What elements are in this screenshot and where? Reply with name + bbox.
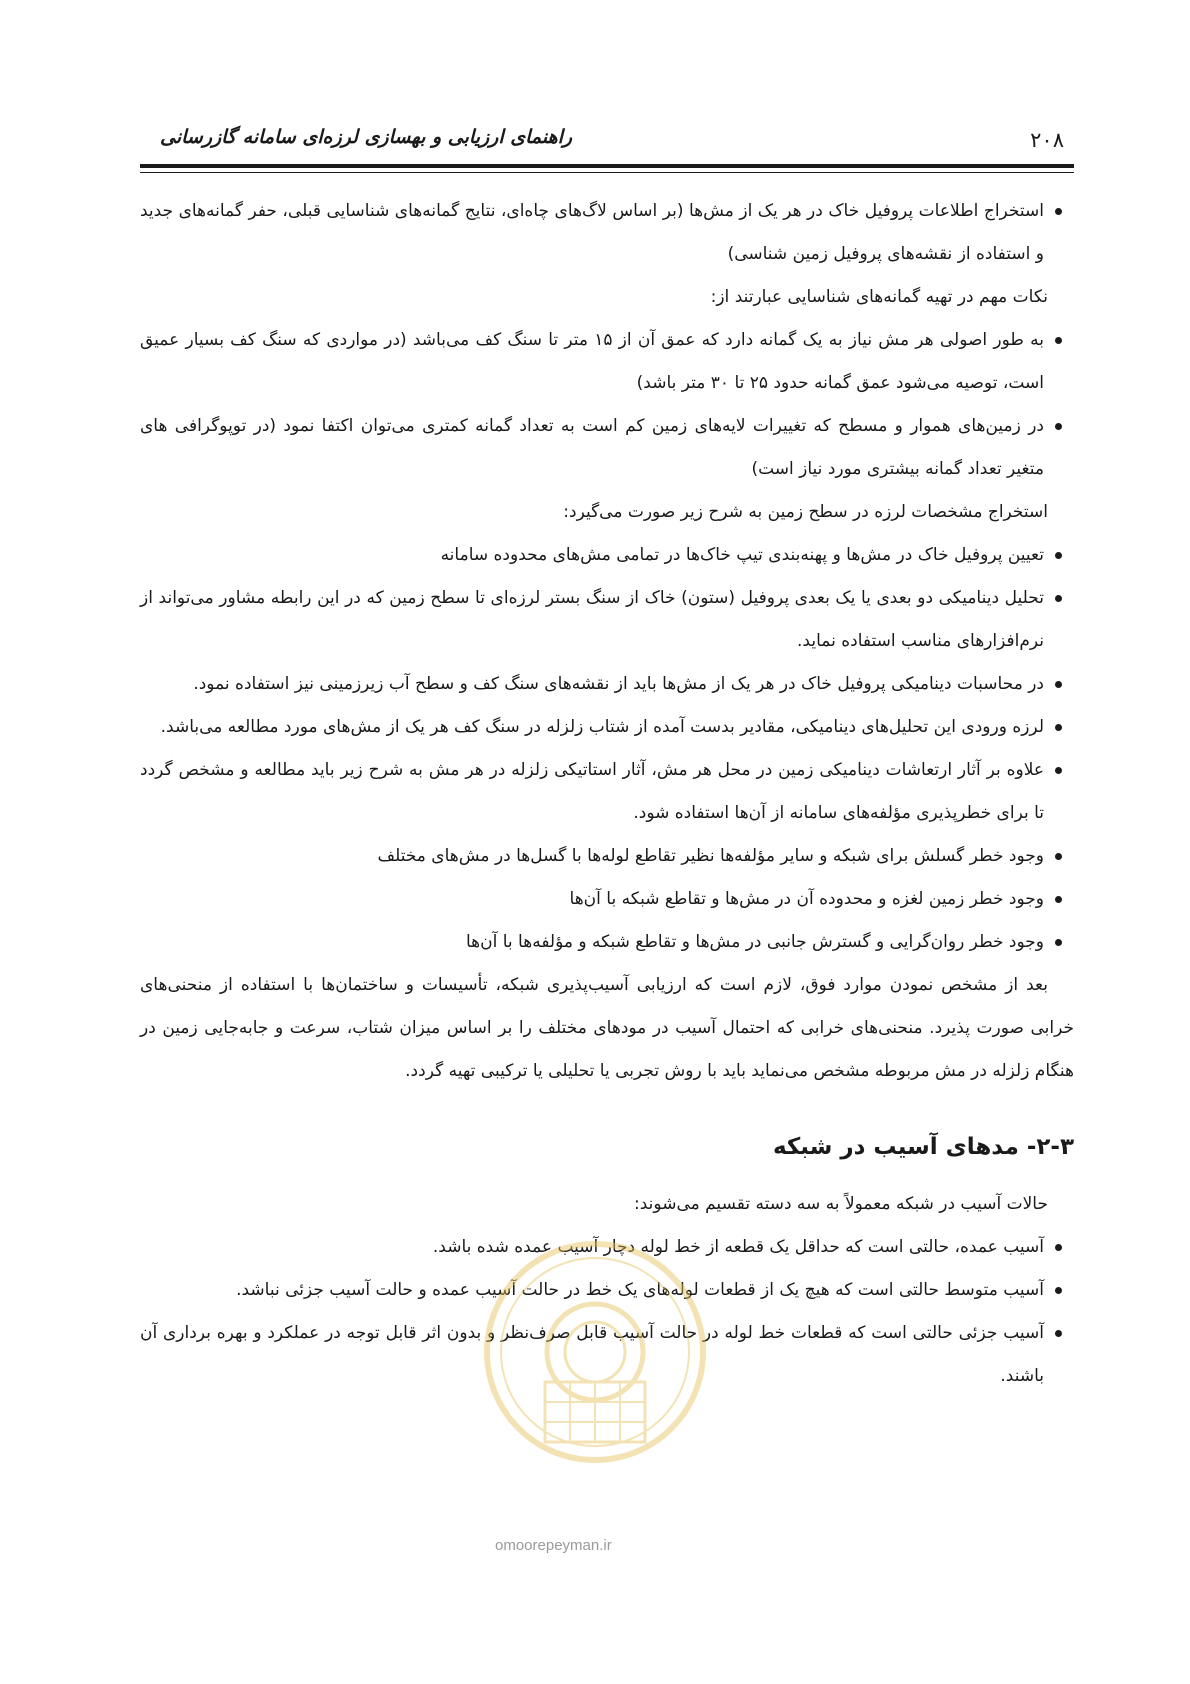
paragraph-modes: حالات آسیب در شبکه معمولاً به سه دسته تقسیم می‌شوند: — [634, 1194, 1048, 1214]
bullet-list-c — [140, 534, 1074, 964]
page-number: ۲۰۸ — [1030, 128, 1064, 152]
paragraph-after: بعد از مشخص نمودن موارد فوق، لازم است که ارزیابی آسیب‌پذیری شبکه، تأسیسات و ساختمان‌ها با استفاده از منحنی‌های خرابی صورت پذیرد. منحنی‌های خرابی که احتمال آسیب در مودهای مختلف را بر اساس میزان شتاب، سرعت و جابه‌جایی زمین در هنگام زلزله در مش مربوطه مشخص می‌نماید باید با روش تجربی یا تحلیلی یا ترکیبی تهیه گردد. — [140, 975, 1074, 1081]
list-item: وجود خطر گسلش برای شبکه و سایر مؤلفه‌ها نظیر تقاطع لوله‌ها با گسل‌ها در مش‌های مختلف — [140, 835, 1074, 878]
header-rule-thick — [140, 164, 1074, 168]
page-content — [140, 190, 1074, 1398]
page-header — [140, 118, 1074, 158]
list-item: آسیب جزئی حالتی است که قطعات خط لوله در حالت آسیب قابل صرف‌نظر و بدون اثر قابل توجه در عملکرد و بهره برداری آن باشند. — [140, 1312, 1074, 1398]
list-item: استخراج اطلاعات پروفیل خاک در هر یک از مش‌ها (بر اساس لاگ‌های چاه‌ای، نتایج گمانه‌های شناسایی قبلی، حفر گمانه‌های جدید و استفاده از نقشه‌های پروفیل زمین شناسی) — [140, 190, 1074, 276]
list-item: وجود خطر روان‌گرایی و گسترش جانبی در مش‌ها و تقاطع شبکه و مؤلفه‌ها با آن‌ها — [140, 921, 1074, 964]
watermark-text: omoorepeyman.ir — [495, 1537, 612, 1554]
bullet-list-b — [140, 319, 1074, 491]
list-item: لرزه ورودی این تحلیل‌های دینامیکی، مقادیر بدست آمده از شتاب زلزله در سنگ کف هر یک از مش‌های مورد مطالعه می‌باشد. — [140, 706, 1074, 749]
list-item: به طور اصولی هر مش نیاز به یک گمانه دارد که عمق آن از ۱۵ متر تا سنگ کف می‌باشد (در مواردی که سنگ کف بسیار عمیق است، توصیه می‌شود عمق گمانه حدود ۲۵ تا ۳۰ متر باشد) — [140, 319, 1074, 405]
header-rule-thin — [140, 172, 1074, 173]
list-item: تعیین پروفیل خاک در مش‌ها و پهنه‌بندی تیپ خاک‌ها در تمامی مش‌های محدوده سامانه — [140, 534, 1074, 577]
section-title: ۲-۳- مدهای آسیب در شبکه — [772, 1134, 1074, 1160]
paragraph-notes: نکات مهم در تهیه گمانه‌های شناسایی عبارتند از: — [710, 287, 1048, 307]
list-item: آسیب عمده، حالتی است که حداقل یک قطعه از خط لوله دچار آسیب عمده شده باشد. — [140, 1226, 1074, 1269]
list-item: علاوه بر آثار ارتعاشات دینامیکی زمین در محل هر مش، آثار استاتیکی زلزله در هر مش به شرح زیر باید مطالعه و مشخص گردد تا برای خطرپذیری مؤلفه‌های سامانه از آن‌ها استفاده شود. — [140, 749, 1074, 835]
list-item: در محاسبات دینامیکی پروفیل خاک در هر یک از مش‌ها باید از نقشه‌های سنگ کف و سطح آب زیرزمینی نیز استفاده نمود. — [140, 663, 1074, 706]
list-item: آسیب متوسط حالتی است که هیچ یک از قطعات لوله‌های یک خط در حالت آسیب عمده و حالت آسیب جزئی نباشد. — [140, 1269, 1074, 1312]
paragraph-extract: استخراج مشخصات لرزه در سطح زمین به شرح زیر صورت می‌گیرد: — [563, 502, 1048, 522]
bullet-list-a — [140, 190, 1074, 276]
list-item: وجود خطر زمین لغزه و محدوده آن در مش‌ها و تقاطع شبکه با آن‌ها — [140, 878, 1074, 921]
list-item: در زمین‌های هموار و مسطح که تغییرات لایه‌های زمین کم است به تعداد گمانه کمتری می‌توان اکتفا نمود (در توپوگرافی های متغیر تعداد گمانه بیشتری مورد نیاز است) — [140, 405, 1074, 491]
bullet-list-d — [140, 1226, 1074, 1398]
running-title: راهنمای ارزیابی و بهسازی لرزه‌ای سامانه گازرسانی — [160, 126, 573, 148]
list-item: تحلیل دینامیکی دو بعدی یا یک بعدی پروفیل (ستون) خاک از سنگ بستر لرزه‌ای تا سطح زمین که در این رابطه مشاور می‌تواند از نرم‌افزارهای مناسب استفاده نماید. — [140, 577, 1074, 663]
